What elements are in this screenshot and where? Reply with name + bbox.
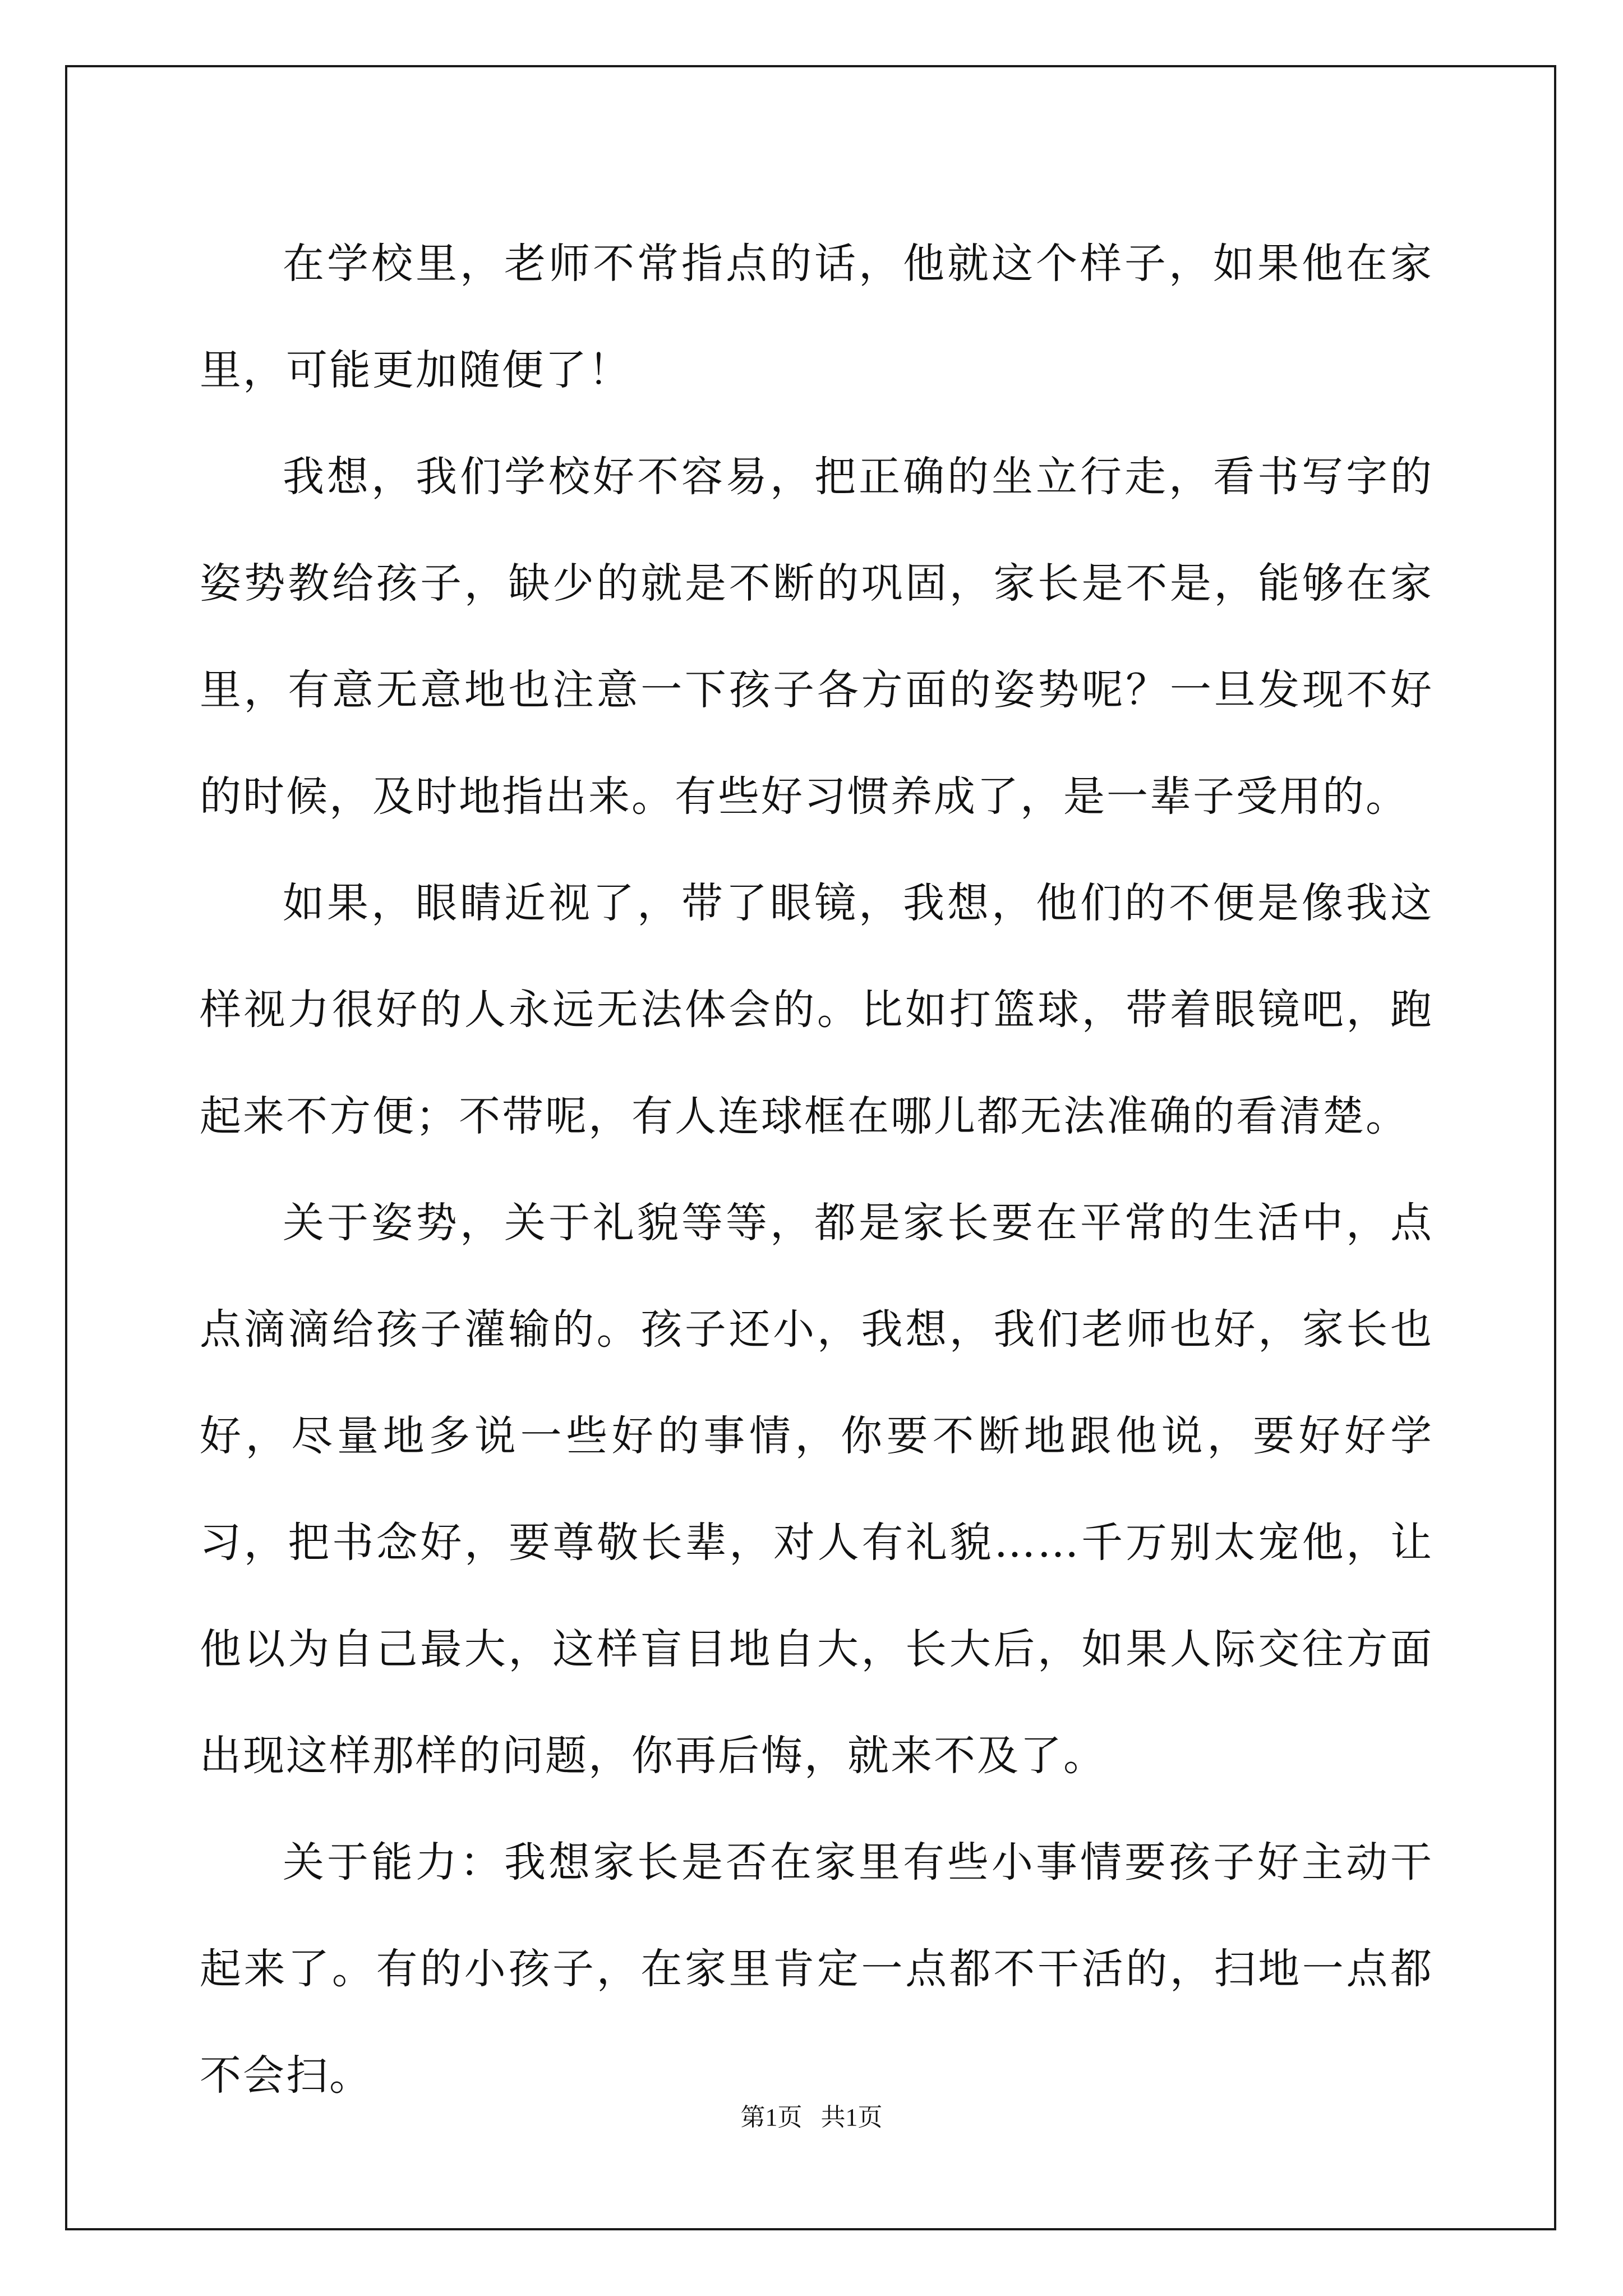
paragraph: 关于姿势，关于礼貌等等，都是家长要在平常的生活中，点点滴滴给孩子灌输的。孩子还小，我想，我们老师也好，家长也好，尽量地多说一些好的事情，你要不断地跟他说，要好好学习，把书念好，要尊敬长辈，对人有礼貌……千万别太宠他，让他以为自己最大，这样盲目地自大，长大后，如果人际交往方面出现这样那样的问题，你再后悔，就来不及了。 — [200, 1199, 1433, 1780]
paragraph: 在学校里，老师不常指点的话，他就这个样子，如果他在家里，可能更加随便了！ — [200, 240, 1433, 394]
paragraph: 关于能力：我想家长是否在家里有些小事情要孩子好主动干起来了。有的小孩子，在家里肯定一点都不干活的，扫地一点都不会扫。 — [200, 1838, 1433, 2100]
paragraph: 如果，眼睛近视了，带了眼镜，我想，他们的不便是像我这样视力很好的人永远无法体会的。比如打篮球，带着眼镜吧，跑起来不方便；不带呢，有人连球框在哪儿都无法准确的看清楚。 — [200, 879, 1433, 1140]
paragraph: 我想，我们学校好不容易，把正确的坐立行走，看书写字的姿势教给孩子，缺少的就是不断的巩固，家长是不是，能够在家里，有意无意地也注意一下孩子各方面的姿势呢？一旦发现不好的时候，及时地指出来。有些好习惯养成了，是一辈子受用的。 — [200, 453, 1433, 821]
page-number-footer: 第1页 共1页 — [740, 2104, 883, 2131]
document-body — [200, 210, 1433, 2129]
